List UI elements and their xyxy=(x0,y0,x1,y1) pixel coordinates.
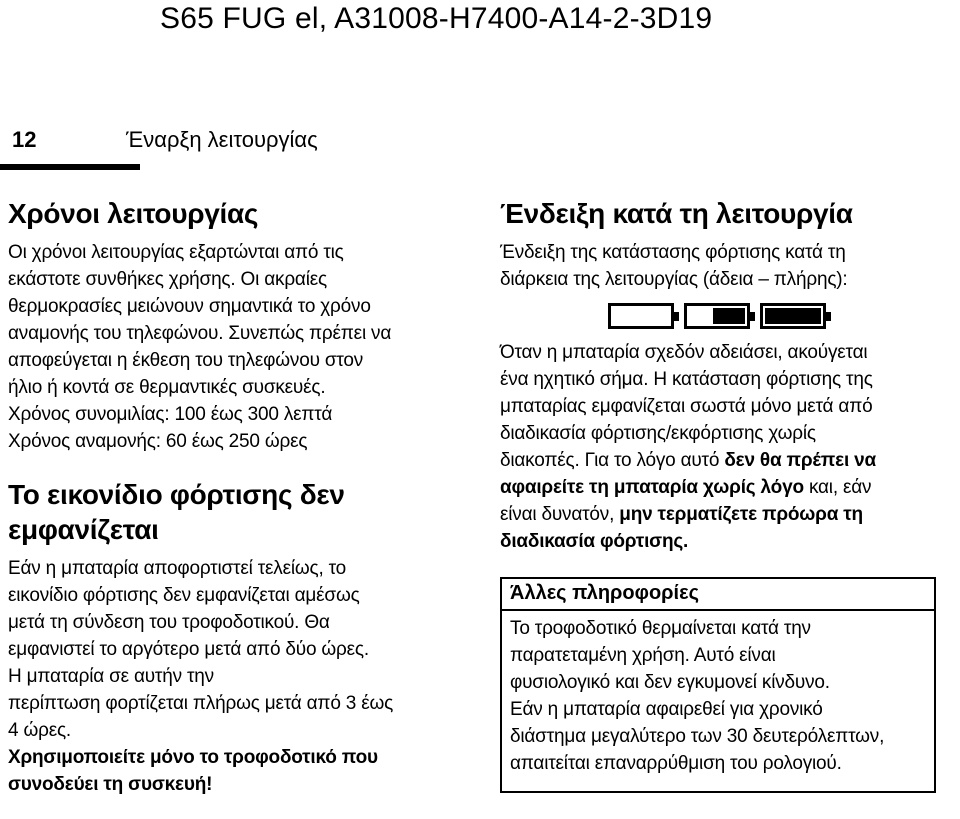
title-line: εμφανίζεται xyxy=(8,514,159,545)
paragraph-line xyxy=(500,501,950,528)
paragraph-line xyxy=(500,474,950,501)
battery-medium-icon xyxy=(684,303,750,329)
paragraph-line: Εάν η μπαταρία αφαιρεθεί για χρονικό xyxy=(510,699,823,720)
text-normal: διακοπές. Για το λόγο αυτό xyxy=(500,450,725,471)
text-bold: αφαιρείτε τη μπαταρία χωρίς λόγο xyxy=(500,477,804,498)
paragraph-line: ένα ηχητικό σήμα. Η κατάσταση φόρτισης της xyxy=(500,369,873,390)
section-title-charge-icon xyxy=(8,477,470,547)
section-title-display-during-operation: Ένδειξη κατά τη λειτουργία xyxy=(500,198,853,229)
paragraph-line: μετά τη σύνδεση του τροφοδοτικού. Θα xyxy=(8,612,330,633)
paragraph-line: Ένδειξη της κατάστασης φόρτισης κατά τη xyxy=(500,242,846,263)
info-box xyxy=(500,577,936,793)
standby-time: Χρόνος αναμονής: 60 έως 250 ώρες xyxy=(8,431,308,452)
paragraph-line: αναμονής του τηλεφώνου. Συνεπώς πρέπει να xyxy=(8,323,392,344)
info-box-title: Άλλες πληροφορίες xyxy=(502,579,934,611)
paragraph-line: φυσιολογικό και δεν εγκυμονεί κίνδυνο. xyxy=(510,672,830,693)
battery-empty-icon xyxy=(608,303,674,329)
paragraph-line: Εάν η μπαταρία αποφορτιστεί τελείως, το xyxy=(8,558,347,579)
paragraph-line xyxy=(500,447,950,474)
talk-time: Χρόνος συνομιλίας: 100 έως 300 λεπτά xyxy=(8,404,333,425)
paragraph-line: Όταν η μπαταρία σχεδόν αδειάσει, ακούγεται xyxy=(500,342,868,363)
paragraph-line: διαδικασία φόρτισης/εκφόρτισης χωρίς xyxy=(500,423,816,444)
paragraph-line: παρατεταμένη χρήση. Αυτό είναι xyxy=(510,645,776,666)
text-bold: μην τερματίζετε πρόωρα τη xyxy=(619,504,863,525)
paragraph-line: ήλιο ή κοντά σε θερμαντικές συσκευές. xyxy=(8,377,326,398)
paragraph-line: εκάστοτε συνθήκες χρήσης. Οι ακραίες xyxy=(8,269,327,290)
paragraph-line: μπαταρίας εμφανίζεται σωστά μόνο μετά από xyxy=(500,396,873,417)
text-bold: δεν θα πρέπει να xyxy=(724,450,876,471)
warning-line: Χρησιμοποιείτε μόνο το τροφοδοτικό που xyxy=(8,747,378,768)
paragraph-line: περίπτωση φορτίζεται πλήρως μετά από 3 έως xyxy=(8,693,394,714)
document-id: S65 FUG el, A31008-H7400-A14-2-3D19 xyxy=(160,2,713,35)
battery-full-icon xyxy=(760,303,826,329)
title-line: Το εικονίδιο φόρτισης δεν xyxy=(8,479,345,510)
paragraph-line: Οι χρόνοι λειτουργίας εξαρτώνται από τις xyxy=(8,242,344,263)
paragraph-line: 4 ώρες. xyxy=(8,720,71,741)
paragraph-line: Η μπαταρία σε αυτήν την xyxy=(8,666,214,687)
right-column xyxy=(500,196,950,793)
left-column xyxy=(8,196,470,798)
battery-level-icons xyxy=(608,303,950,329)
info-box-body xyxy=(502,611,934,791)
paragraph-line: Το τροφοδοτικό θερμαίνεται κατά την xyxy=(510,618,811,639)
header-rule xyxy=(0,164,140,170)
text-normal: και, εάν xyxy=(803,477,872,498)
paragraph-line: αποφεύγεται η έκθεση του τηλεφώνου στον xyxy=(8,350,364,371)
battery-fill xyxy=(713,308,745,324)
paragraph-line: απαιτείται επαναρρύθμιση του ρολογιού. xyxy=(510,753,842,774)
paragraph-line: διάρκεια της λειτουργίας (άδεια – πλήρης): xyxy=(500,269,848,290)
text-normal: είναι δυνατόν, xyxy=(500,504,620,525)
paragraph-line: θερμοκρασίες μειώνουν σημαντικά το χρόνο xyxy=(8,296,371,317)
battery-fill xyxy=(765,308,821,324)
paragraph-line: διαδικασία φόρτισης. xyxy=(500,531,689,552)
section-title-operating-times: Χρόνοι λειτουργίας xyxy=(8,198,259,229)
page-number: 12 xyxy=(12,127,37,152)
warning-line: συνοδεύει τη συσκευή! xyxy=(8,774,213,795)
chapter-title: Έναρξη λειτουργίας xyxy=(126,127,318,152)
paragraph-line: εμφανιστεί το αργότερο μετά από δύο ώρες. xyxy=(8,639,369,660)
paragraph-line: εικονίδιο φόρτισης δεν εμφανίζεται αμέσως xyxy=(8,585,360,606)
paragraph-line: διάστημα μεγαλύτερο των 30 δευτερόλεπτων, xyxy=(510,726,885,747)
